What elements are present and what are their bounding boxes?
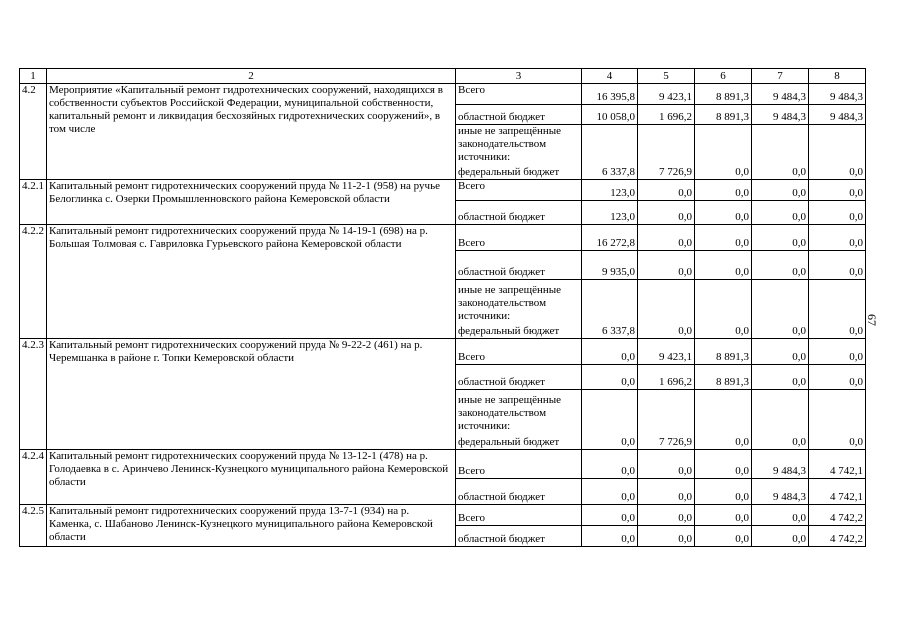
value-cell: 0,0 — [638, 323, 695, 338]
value-cell: 4 742,2 — [809, 504, 866, 525]
value-cell: 10 058,0 — [582, 105, 638, 125]
value-cell: 4 742,2 — [809, 525, 866, 546]
value-cell: 0,0 — [752, 179, 809, 200]
table-row — [20, 179, 866, 200]
value-cell: 0,0 — [695, 250, 752, 279]
row-name: Капитальный ремонт гидротехнических сооружений пруда 13-7-1 (934) на р. Каменка, с. Шабаново Ленинск-Кузнецкого муниципального района Кемеровской области — [47, 504, 456, 546]
page-number: 67 — [865, 314, 879, 326]
row-code: 4.2.3 — [20, 338, 47, 449]
header-cell: 6 — [695, 69, 752, 84]
value-cell: 0,0 — [752, 224, 809, 250]
value-cell: 8 891,3 — [695, 84, 752, 105]
value-cell: 7 726,9 — [638, 433, 695, 449]
value-cell: 0,0 — [582, 504, 638, 525]
empty-cell — [582, 279, 638, 323]
source-total: Всего — [456, 84, 582, 105]
header-cell: 2 — [47, 69, 456, 84]
value-cell: 0,0 — [695, 433, 752, 449]
value-cell: 7 726,9 — [638, 164, 695, 179]
value-cell: 0,0 — [809, 164, 866, 179]
value-cell: 0,0 — [695, 323, 752, 338]
table-row — [20, 224, 866, 250]
value-cell: 0,0 — [695, 164, 752, 179]
source-other: иные не запрещённые законодательством источники: — [456, 389, 582, 433]
source-total: Всего — [456, 179, 582, 200]
value-cell: 6 337,8 — [582, 164, 638, 179]
value-cell: 0,0 — [695, 504, 752, 525]
value-cell: 0,0 — [695, 478, 752, 504]
value-cell: 0,0 — [752, 164, 809, 179]
value-cell: 0,0 — [695, 224, 752, 250]
value-cell: 6 337,8 — [582, 323, 638, 338]
value-cell: 1 696,2 — [638, 105, 695, 125]
table-row — [20, 449, 866, 478]
value-cell: 0,0 — [695, 179, 752, 200]
value-cell: 1 696,2 — [638, 364, 695, 389]
empty-cell — [638, 389, 695, 433]
source-total: Всего — [456, 224, 582, 250]
source-total: Всего — [456, 449, 582, 478]
row-code: 4.2.4 — [20, 449, 47, 504]
source-other: иные не запрещённые законодательством источники: — [456, 279, 582, 323]
row-name: Капитальный ремонт гидротехнических сооружений пруда № 9-22-2 (461) на р. Черемшанка в районе г. Топки Кемеровской области — [47, 338, 456, 449]
budget-table — [19, 68, 866, 547]
header-cell: 3 — [456, 69, 582, 84]
empty-cell — [582, 389, 638, 433]
value-cell: 0,0 — [695, 200, 752, 224]
table-row — [20, 504, 866, 525]
value-cell: 0,0 — [809, 364, 866, 389]
value-cell: 0,0 — [752, 250, 809, 279]
value-cell: 9 423,1 — [638, 338, 695, 364]
source-regional: областной бюджет — [456, 364, 582, 389]
empty-cell — [809, 279, 866, 323]
value-cell: 0,0 — [809, 224, 866, 250]
empty-cell — [809, 125, 866, 165]
value-cell: 0,0 — [809, 200, 866, 224]
source-regional: областной бюджет — [456, 105, 582, 125]
source-total: Всего — [456, 504, 582, 525]
value-cell: 0,0 — [638, 478, 695, 504]
table-row — [20, 84, 866, 105]
value-cell: 9 484,3 — [809, 105, 866, 125]
value-cell: 9 484,3 — [752, 84, 809, 105]
header-cell: 5 — [638, 69, 695, 84]
header-cell: 8 — [809, 69, 866, 84]
row-name: Капитальный ремонт гидротехнических сооружений пруда № 14-19-1 (698) на р. Большая Толмовая с. Гавриловка Гурьевского района Кемеровской области — [47, 224, 456, 338]
value-cell: 8 891,3 — [695, 364, 752, 389]
value-cell: 8 891,3 — [695, 338, 752, 364]
value-cell: 9 935,0 — [582, 250, 638, 279]
source-regional: областной бюджет — [456, 478, 582, 504]
value-cell: 16 395,8 — [582, 84, 638, 105]
source-other: иные не запрещённые законодательством источники: — [456, 125, 582, 165]
value-cell: 123,0 — [582, 200, 638, 224]
value-cell: 0,0 — [809, 433, 866, 449]
value-cell: 123,0 — [582, 179, 638, 200]
source-federal: федеральный бюджет — [456, 164, 582, 179]
value-cell: 9 423,1 — [638, 84, 695, 105]
value-cell: 0,0 — [809, 323, 866, 338]
value-cell: 0,0 — [752, 338, 809, 364]
value-cell: 0,0 — [809, 338, 866, 364]
row-name: Мероприятие «Капитальный ремонт гидротехнических сооружений, находящихся в собственности субъектов Российской Федерации, муниципальной собственности, капитальный ремонт и ликвидация бесхозяйных гидротехнических сооружений», в том числе — [47, 84, 456, 180]
source-regional: областной бюджет — [456, 200, 582, 224]
value-cell: 9 484,3 — [809, 84, 866, 105]
value-cell: 0,0 — [752, 323, 809, 338]
value-cell: 0,0 — [809, 179, 866, 200]
value-cell: 4 742,1 — [809, 449, 866, 478]
value-cell: 9 484,3 — [752, 105, 809, 125]
value-cell: 0,0 — [695, 525, 752, 546]
value-cell: 0,0 — [582, 478, 638, 504]
empty-cell — [638, 279, 695, 323]
source-total: Всего — [456, 338, 582, 364]
table-row — [20, 338, 866, 364]
value-cell: 0,0 — [752, 525, 809, 546]
empty-cell — [695, 389, 752, 433]
empty-cell — [695, 125, 752, 165]
row-name: Капитальный ремонт гидротехнических сооружений пруда № 13-12-1 (478) на р. Голодаевка в с. Аринчево Ленинск-Кузнецкого муниципального района Кемеровской области — [47, 449, 456, 504]
value-cell: 4 742,1 — [809, 478, 866, 504]
value-cell: 0,0 — [582, 433, 638, 449]
empty-cell — [638, 125, 695, 165]
value-cell: 0,0 — [582, 449, 638, 478]
row-name: Капитальный ремонт гидротехнических сооружений пруда № 11-2-1 (958) на ручье Белоглинка с. Озерки Промышленновского района Кемеровской области — [47, 179, 456, 224]
header-cell: 1 — [20, 69, 47, 84]
source-regional: областной бюджет — [456, 250, 582, 279]
empty-cell — [752, 125, 809, 165]
value-cell: 9 484,3 — [752, 478, 809, 504]
value-cell: 0,0 — [638, 200, 695, 224]
empty-cell — [695, 279, 752, 323]
value-cell: 0,0 — [638, 224, 695, 250]
value-cell: 0,0 — [638, 250, 695, 279]
value-cell: 0,0 — [638, 504, 695, 525]
value-cell: 0,0 — [752, 504, 809, 525]
value-cell: 0,0 — [582, 525, 638, 546]
value-cell: 0,0 — [695, 449, 752, 478]
empty-cell — [582, 125, 638, 165]
empty-cell — [752, 389, 809, 433]
value-cell: 0,0 — [638, 449, 695, 478]
source-federal: федеральный бюджет — [456, 323, 582, 338]
row-code: 4.2.5 — [20, 504, 47, 546]
value-cell: 0,0 — [752, 200, 809, 224]
value-cell: 0,0 — [582, 338, 638, 364]
value-cell: 16 272,8 — [582, 224, 638, 250]
empty-cell — [809, 389, 866, 433]
source-federal: федеральный бюджет — [456, 433, 582, 449]
value-cell: 8 891,3 — [695, 105, 752, 125]
row-code: 4.2.2 — [20, 224, 47, 338]
value-cell: 0,0 — [752, 433, 809, 449]
empty-cell — [752, 279, 809, 323]
value-cell: 0,0 — [752, 364, 809, 389]
row-code: 4.2 — [20, 84, 47, 180]
value-cell: 0,0 — [809, 250, 866, 279]
value-cell: 9 484,3 — [752, 449, 809, 478]
header-cell: 7 — [752, 69, 809, 84]
header-row — [20, 69, 866, 84]
value-cell: 0,0 — [638, 179, 695, 200]
row-code: 4.2.1 — [20, 179, 47, 224]
value-cell: 0,0 — [582, 364, 638, 389]
header-cell: 4 — [582, 69, 638, 84]
source-regional: областной бюджет — [456, 525, 582, 546]
value-cell: 0,0 — [638, 525, 695, 546]
